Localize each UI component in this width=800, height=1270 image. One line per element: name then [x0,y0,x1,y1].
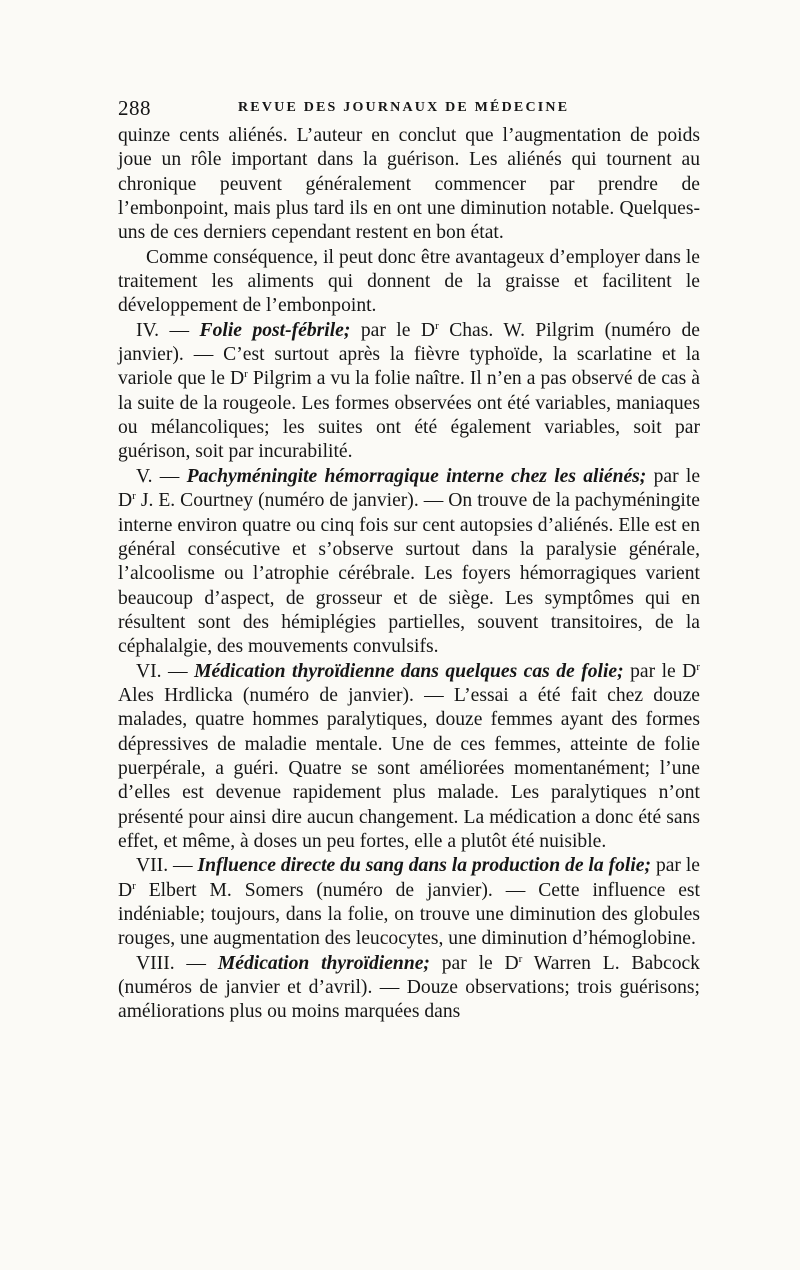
section-numeral: VI. — [136,660,188,682]
author-prefix: par le D [118,465,701,512]
section-text-rest: Pilgrim a vu la folie naître. Il n’en a pas observé de cas à la suite de la rougeole. Les formes observées ont été variables, maniaques ou mélancoliques; les suites ont été également variables, soit par guérison, soit par incurabilité. [118,368,700,463]
page-number: 288 [118,96,151,120]
section-text: Ales Hrdlicka (numéro de janvier). — L’essai a été fait chez douze malades, quatre hommes paralytiques, douze femmes ayant des formes dépressives de maladie mentale. Une de ces femmes, atteinte de folie puerpérale, a guéri. Quatre se sont améliorées momentanément; l’une d’elles est devenue rapidement plus malade. Les paralytiques n’ont présenté pour ainsi dire aucun changement. La médication a donc été sans effet, et même, à doses un peu fortes, elle a plutôt été nuisible. [118,684,700,852]
page-header [118,96,698,124]
section-text: J. E. Courtney (numéro de janvier). — On trouve de la pachyméningite interne environ quatre ou cinq fois sur cent autopsies d’aliénés. Elle est en général consécutive et s’observe surtout dans la paralysie générale, l’alcoolisme ou l’atrophie cérébrale. Les foyers hémorragiques varient beaucoup d’aspect, de grosseur et de siège. Les symptômes qui en résultent sont des hémiplégies partielles, souvent transitoires, de la céphalalgie, des mouvements convulsifs. [118,490,700,658]
section-title: Médication thyroïdienne dans quelques cas de folie; [194,660,624,682]
section-numeral: IV. — [136,319,190,341]
section-viii [118,952,700,1025]
section-title: Médication thyroïdienne; [217,952,430,974]
section-vi [118,660,700,855]
section-text: Chas. W. Pilgrim (numéro de janvier). — C’est surtout après la fièvre typhoïde, la scarlatine et la variole que le D [118,319,700,390]
author-sup: r [696,660,701,673]
section-numeral: V. — [136,465,180,487]
author-sup: r [132,490,136,503]
section-title: Folie post-fébrile; [199,319,351,341]
section-text: Warren L. Babcock (numéros de janvier et d’avril). — Douze observations; trois guérisons; améliorations plus ou moins marquées dans [118,952,700,1023]
section-numeral: VIII. — [136,952,207,974]
section-title: Pachyméningite hémorragique interne chez les aliénés; [186,465,647,487]
author-sup: r [435,319,439,332]
author-prefix: par le D [360,319,436,341]
section-iv [118,319,700,465]
body-text [118,124,700,1025]
author-sup: r [132,879,136,892]
section-numeral: VII. — [136,855,193,877]
section-text: Elbert M. Somers (numéro de janvier). — Cette influence est indéniable; toujours, dans la folie, on trouve une diminution des globules rouges, une augmentation des leucocytes, une diminution d’hémoglobine. [118,879,700,950]
paragraph-consequence: Comme conséquence, il peut donc être avantageux d’employer dans le traitement les aliments qui donnent de la graisse et facilitent le développement de l’embonpoint. [118,246,700,317]
paragraph-continuation: quinze cents aliénés. L’auteur en conclut que l’augmentation de poids joue un rôle important dans la guérison. Les aliénés qui tournent au chronique peuvent généralement commencer par prendre de l’embonpoint, mais plus tard ils en ont une diminution notable. Quelques-uns de ces derniers cependant restent en bon état. [118,125,700,244]
author-prefix: par le D [441,952,519,974]
text-sup: r [244,368,248,381]
section-title: Influence directe du sang dans la production de la folie; [197,855,652,877]
section-v [118,465,700,660]
section-vii [118,854,700,951]
author-prefix: par le D [118,855,701,901]
running-head: REVUE DES JOURNAUX DE MÉDECINE [238,100,570,115]
author-prefix: par le D [630,660,697,682]
author-sup: r [518,952,523,965]
